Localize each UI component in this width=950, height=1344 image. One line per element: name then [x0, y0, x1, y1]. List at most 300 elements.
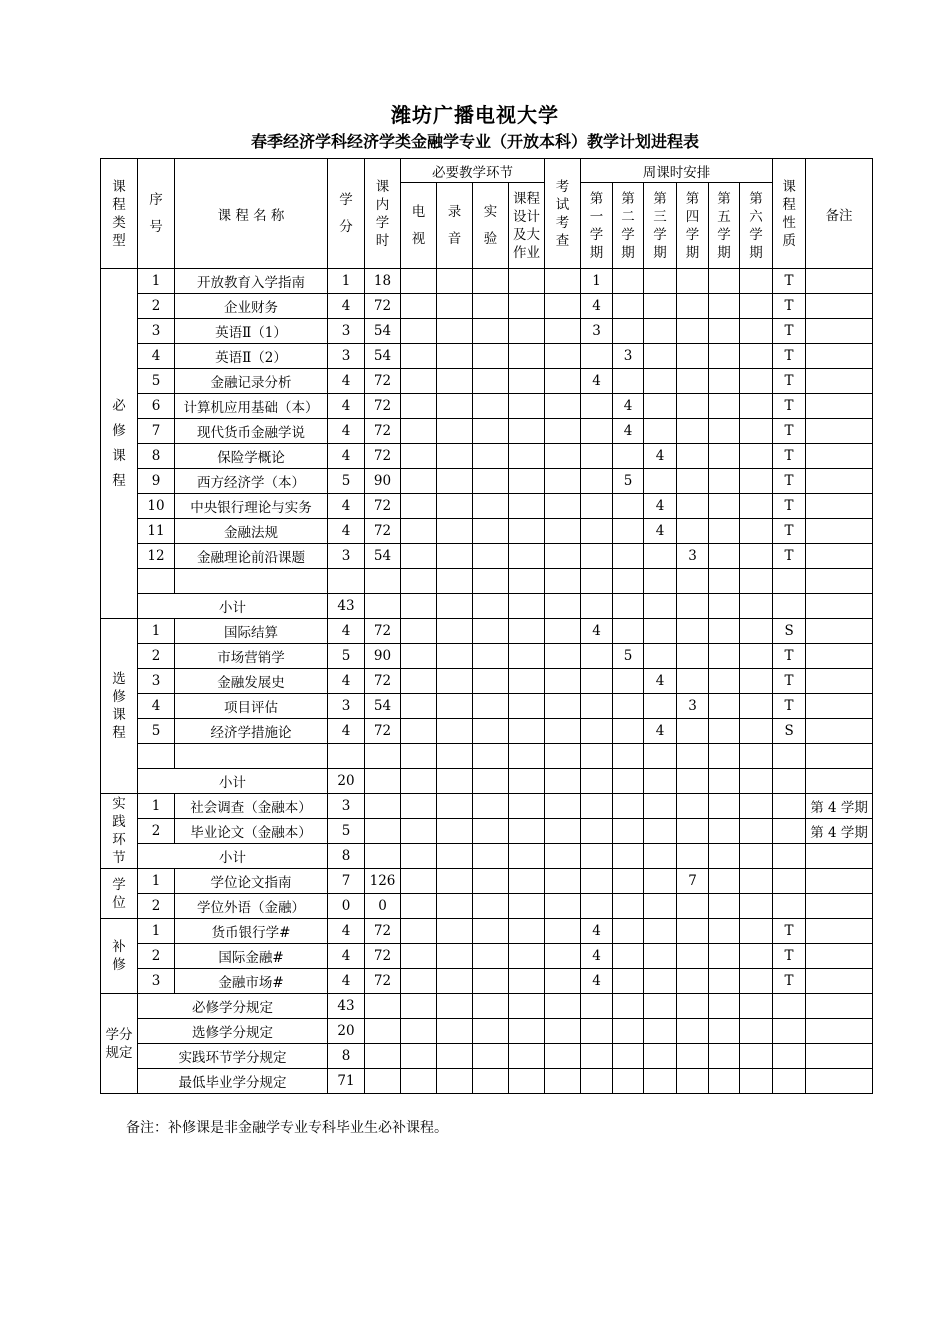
empty-cell — [644, 744, 677, 769]
empty-cell — [581, 844, 613, 869]
semester-hours-5 — [709, 969, 740, 994]
empty-cell — [509, 644, 545, 669]
empty-cell — [545, 544, 581, 569]
semester-hours-6 — [740, 394, 773, 419]
empty-cell — [401, 919, 437, 944]
course-nature: T — [773, 519, 806, 544]
course-credit: 3 — [328, 544, 365, 569]
course-nature: T — [773, 969, 806, 994]
empty-cell — [473, 544, 509, 569]
empty-cell — [545, 994, 581, 1019]
empty-cell — [545, 294, 581, 319]
table-row — [101, 444, 873, 469]
empty-cell — [473, 969, 509, 994]
course-seq: 4 — [138, 344, 175, 369]
header-sem6: 第 六 学 期 — [740, 183, 773, 269]
semester-hours-2 — [613, 919, 644, 944]
course-seq: 11 — [138, 519, 175, 544]
empty-cell — [473, 819, 509, 844]
semester-hours-3: 4 — [644, 444, 677, 469]
empty-cell — [473, 419, 509, 444]
empty-cell — [401, 719, 437, 744]
course-hours: 72 — [365, 494, 401, 519]
empty-cell — [401, 644, 437, 669]
empty-cell — [545, 494, 581, 519]
requirement-row — [101, 1019, 873, 1044]
course-remark — [806, 644, 873, 669]
semester-hours-2: 5 — [613, 644, 644, 669]
course-credit: 4 — [328, 619, 365, 644]
course-remark — [806, 944, 873, 969]
course-credit: 4 — [328, 519, 365, 544]
empty-cell — [545, 519, 581, 544]
empty-cell — [473, 669, 509, 694]
empty-cell — [740, 594, 773, 619]
semester-hours-5 — [709, 469, 740, 494]
course-credit: 4 — [328, 369, 365, 394]
semester-hours-1 — [581, 869, 613, 894]
empty-cell — [545, 419, 581, 444]
empty-cell — [773, 1069, 806, 1094]
empty-cell — [545, 669, 581, 694]
header-course-name: 课 程 名 称 — [175, 159, 328, 269]
empty-cell — [437, 519, 473, 544]
table-row — [101, 969, 873, 994]
course-nature: T — [773, 919, 806, 944]
course-nature: T — [773, 694, 806, 719]
empty-cell — [773, 1044, 806, 1069]
course-remark — [806, 919, 873, 944]
course-credit: 3 — [328, 319, 365, 344]
empty-cell — [437, 719, 473, 744]
empty-cell — [437, 269, 473, 294]
course-seq: 2 — [138, 894, 175, 919]
course-hours: 72 — [365, 919, 401, 944]
empty-cell — [473, 519, 509, 544]
empty-cell — [401, 544, 437, 569]
course-seq: 4 — [138, 694, 175, 719]
empty-cell — [473, 769, 509, 794]
course-remark — [806, 869, 873, 894]
semester-hours-3 — [644, 894, 677, 919]
empty-cell — [709, 744, 740, 769]
empty-cell — [613, 744, 644, 769]
semester-hours-1 — [581, 344, 613, 369]
empty-cell — [545, 269, 581, 294]
empty-cell — [401, 344, 437, 369]
empty-cell — [509, 444, 545, 469]
footnote: 备注：补修课是非金融学专业专科毕业生必补课程。 — [126, 1120, 448, 1136]
empty-cell — [644, 569, 677, 594]
semester-hours-6 — [740, 519, 773, 544]
table-row — [101, 919, 873, 944]
empty-cell — [437, 1019, 473, 1044]
empty-cell — [401, 1044, 437, 1069]
header-teaching-links: 必要教学环节 — [401, 159, 545, 183]
semester-hours-6 — [740, 294, 773, 319]
semester-hours-6 — [740, 494, 773, 519]
empty-cell — [437, 694, 473, 719]
semester-hours-2 — [613, 694, 644, 719]
table-row — [101, 869, 873, 894]
empty-cell — [545, 1019, 581, 1044]
course-credit: 4 — [328, 969, 365, 994]
semester-hours-3 — [644, 344, 677, 369]
empty-cell — [365, 994, 401, 1019]
course-nature: T — [773, 944, 806, 969]
empty-cell — [509, 919, 545, 944]
semester-hours-4 — [677, 469, 709, 494]
course-seq: 5 — [138, 369, 175, 394]
course-nature — [773, 819, 806, 844]
empty-cell — [545, 344, 581, 369]
empty-cell — [545, 369, 581, 394]
empty-cell — [473, 594, 509, 619]
course-hours: 72 — [365, 519, 401, 544]
course-name: 货币银行学# — [175, 919, 328, 944]
empty-cell — [509, 569, 545, 594]
empty-cell — [509, 1019, 545, 1044]
course-nature — [773, 869, 806, 894]
semester-hours-2 — [613, 369, 644, 394]
course-nature: S — [773, 619, 806, 644]
empty-cell — [437, 894, 473, 919]
semester-hours-5 — [709, 519, 740, 544]
course-hours: 72 — [365, 369, 401, 394]
course-nature: T — [773, 294, 806, 319]
course-remark — [806, 419, 873, 444]
course-seq: 1 — [138, 269, 175, 294]
empty-cell — [509, 669, 545, 694]
empty-cell — [677, 994, 709, 1019]
semester-hours-4 — [677, 444, 709, 469]
empty-cell — [545, 444, 581, 469]
empty-cell — [401, 844, 437, 869]
empty-cell — [437, 994, 473, 1019]
empty-cell — [437, 769, 473, 794]
subtotal-label: 小计 — [138, 594, 328, 619]
course-remark — [806, 969, 873, 994]
table-row — [101, 319, 873, 344]
semester-hours-5 — [709, 669, 740, 694]
course-name: 金融发展史 — [175, 669, 328, 694]
course-hours: 72 — [365, 444, 401, 469]
empty-cell — [644, 1069, 677, 1094]
empty-cell — [437, 444, 473, 469]
empty-cell — [806, 1069, 873, 1094]
requirement-value: 20 — [328, 1019, 365, 1044]
empty-cell — [473, 694, 509, 719]
empty-cell — [437, 869, 473, 894]
semester-hours-5 — [709, 869, 740, 894]
course-name: 项目评估 — [175, 694, 328, 719]
empty-cell — [773, 1019, 806, 1044]
empty-cell — [401, 869, 437, 894]
semester-hours-1 — [581, 644, 613, 669]
empty-cell — [138, 569, 175, 594]
header-design: 课程 设计 及大 作业 — [509, 183, 545, 269]
empty-cell — [545, 594, 581, 619]
empty-cell — [437, 794, 473, 819]
semester-hours-5 — [709, 644, 740, 669]
semester-hours-6 — [740, 944, 773, 969]
empty-cell — [401, 1069, 437, 1094]
table-row — [101, 294, 873, 319]
empty-cell — [401, 669, 437, 694]
empty-cell — [328, 744, 365, 769]
course-credit: 3 — [328, 794, 365, 819]
course-seq: 3 — [138, 319, 175, 344]
empty-cell — [509, 869, 545, 894]
course-nature: T — [773, 269, 806, 294]
course-credit: 4 — [328, 919, 365, 944]
semester-hours-2 — [613, 944, 644, 969]
empty-cell — [437, 469, 473, 494]
course-name: 市场营销学 — [175, 644, 328, 669]
table-row — [101, 494, 873, 519]
table-row — [101, 419, 873, 444]
empty-cell — [365, 594, 401, 619]
empty-cell — [401, 794, 437, 819]
table-row — [101, 894, 873, 919]
empty-cell — [677, 1069, 709, 1094]
empty-cell — [709, 1019, 740, 1044]
course-hours: 72 — [365, 419, 401, 444]
empty-cell — [473, 919, 509, 944]
subtotal-label: 小计 — [138, 844, 328, 869]
course-seq: 7 — [138, 419, 175, 444]
semester-hours-6 — [740, 719, 773, 744]
header-sem4: 第 四 学 期 — [677, 183, 709, 269]
empty-cell — [437, 544, 473, 569]
course-hours: 54 — [365, 344, 401, 369]
semester-hours-4: 3 — [677, 694, 709, 719]
course-remark — [806, 369, 873, 394]
blank-row — [101, 744, 873, 769]
table-row — [101, 544, 873, 569]
semester-hours-3 — [644, 619, 677, 644]
empty-cell — [581, 569, 613, 594]
course-nature: T — [773, 319, 806, 344]
empty-cell — [509, 1069, 545, 1094]
empty-cell — [437, 644, 473, 669]
empty-cell — [437, 919, 473, 944]
semester-hours-4 — [677, 669, 709, 694]
course-hours: 0 — [365, 894, 401, 919]
semester-hours-3 — [644, 269, 677, 294]
empty-cell — [509, 894, 545, 919]
empty-cell — [401, 894, 437, 919]
course-credit: 7 — [328, 869, 365, 894]
empty-cell — [509, 694, 545, 719]
semester-hours-5 — [709, 794, 740, 819]
course-name: 计算机应用基础（本） — [175, 394, 328, 419]
semester-hours-5 — [709, 894, 740, 919]
empty-cell — [509, 469, 545, 494]
empty-cell — [740, 744, 773, 769]
course-credit: 4 — [328, 444, 365, 469]
course-nature: T — [773, 419, 806, 444]
course-hours: 54 — [365, 319, 401, 344]
empty-cell — [401, 269, 437, 294]
empty-cell — [545, 469, 581, 494]
empty-cell — [806, 994, 873, 1019]
semester-hours-5 — [709, 494, 740, 519]
empty-cell — [545, 744, 581, 769]
semester-hours-5 — [709, 944, 740, 969]
semester-hours-2 — [613, 869, 644, 894]
course-type-label: 实 践 环 节 — [101, 794, 138, 869]
course-hours: 72 — [365, 394, 401, 419]
semester-hours-2: 4 — [613, 419, 644, 444]
empty-cell — [613, 1069, 644, 1094]
semester-hours-3 — [644, 944, 677, 969]
semester-hours-4 — [677, 719, 709, 744]
semester-hours-3 — [644, 544, 677, 569]
empty-cell — [509, 519, 545, 544]
semester-hours-6 — [740, 794, 773, 819]
empty-cell — [509, 744, 545, 769]
empty-cell — [581, 769, 613, 794]
course-remark — [806, 444, 873, 469]
empty-cell — [545, 719, 581, 744]
table-row — [101, 944, 873, 969]
course-hours: 18 — [365, 269, 401, 294]
empty-cell — [581, 994, 613, 1019]
empty-cell — [644, 994, 677, 1019]
empty-cell — [138, 744, 175, 769]
empty-cell — [437, 619, 473, 644]
empty-cell — [437, 369, 473, 394]
course-nature: T — [773, 394, 806, 419]
course-seq: 1 — [138, 869, 175, 894]
empty-cell — [365, 744, 401, 769]
course-hours — [365, 819, 401, 844]
course-name: 英语Ⅱ（2） — [175, 344, 328, 369]
semester-hours-1: 4 — [581, 294, 613, 319]
table-row — [101, 644, 873, 669]
semester-hours-5 — [709, 694, 740, 719]
requirement-name: 最低毕业学分规定 — [138, 1069, 328, 1094]
course-name: 金融市场# — [175, 969, 328, 994]
semester-hours-6 — [740, 419, 773, 444]
empty-cell — [509, 794, 545, 819]
course-seq: 2 — [138, 294, 175, 319]
course-name: 英语Ⅱ（1） — [175, 319, 328, 344]
semester-hours-3 — [644, 294, 677, 319]
header-course-type: 课 程 类 型 — [101, 159, 138, 269]
empty-cell — [677, 844, 709, 869]
empty-cell — [613, 994, 644, 1019]
table-row — [101, 694, 873, 719]
empty-cell — [509, 994, 545, 1019]
course-nature — [773, 894, 806, 919]
empty-cell — [644, 769, 677, 794]
semester-hours-1 — [581, 394, 613, 419]
course-remark — [806, 269, 873, 294]
course-remark: 第 4 学期 — [806, 819, 873, 844]
empty-cell — [545, 644, 581, 669]
semester-hours-4 — [677, 794, 709, 819]
course-nature: S — [773, 719, 806, 744]
semester-hours-5 — [709, 269, 740, 294]
empty-cell — [473, 394, 509, 419]
course-name: 开放教育入学指南 — [175, 269, 328, 294]
course-credit: 4 — [328, 419, 365, 444]
course-name: 西方经济学（本） — [175, 469, 328, 494]
course-nature: T — [773, 669, 806, 694]
empty-cell — [509, 819, 545, 844]
course-remark: 第 4 学期 — [806, 794, 873, 819]
teaching-plan-table — [100, 158, 873, 1094]
semester-hours-4 — [677, 269, 709, 294]
header-sem2: 第 二 学 期 — [613, 183, 644, 269]
empty-cell — [509, 769, 545, 794]
course-seq: 12 — [138, 544, 175, 569]
empty-cell — [365, 569, 401, 594]
semester-hours-3 — [644, 794, 677, 819]
table-row — [101, 344, 873, 369]
course-seq: 3 — [138, 669, 175, 694]
empty-cell — [509, 969, 545, 994]
empty-cell — [401, 469, 437, 494]
empty-cell — [677, 1044, 709, 1069]
semester-hours-1 — [581, 694, 613, 719]
empty-cell — [545, 869, 581, 894]
course-seq: 2 — [138, 644, 175, 669]
page-title: 潍坊广播电视大学 — [391, 103, 559, 127]
empty-cell — [175, 744, 328, 769]
course-remark — [806, 344, 873, 369]
table-row — [101, 369, 873, 394]
course-seq: 6 — [138, 394, 175, 419]
empty-cell — [473, 1019, 509, 1044]
course-name: 金融法规 — [175, 519, 328, 544]
semester-hours-1: 3 — [581, 319, 613, 344]
empty-cell — [473, 1069, 509, 1094]
empty-cell — [473, 719, 509, 744]
empty-cell — [473, 944, 509, 969]
empty-cell — [644, 844, 677, 869]
empty-cell — [473, 619, 509, 644]
course-credit: 5 — [328, 469, 365, 494]
semester-hours-6 — [740, 444, 773, 469]
course-hours: 54 — [365, 694, 401, 719]
semester-hours-3 — [644, 919, 677, 944]
semester-hours-3 — [644, 319, 677, 344]
semester-hours-2 — [613, 969, 644, 994]
empty-cell — [581, 1044, 613, 1069]
empty-cell — [509, 544, 545, 569]
semester-hours-1 — [581, 669, 613, 694]
empty-cell — [545, 569, 581, 594]
semester-hours-4 — [677, 969, 709, 994]
empty-cell — [401, 394, 437, 419]
semester-hours-4 — [677, 919, 709, 944]
empty-cell — [473, 294, 509, 319]
empty-cell — [473, 794, 509, 819]
course-name: 毕业论文（金融本） — [175, 819, 328, 844]
semester-hours-1: 4 — [581, 619, 613, 644]
empty-cell — [677, 769, 709, 794]
semester-hours-1: 4 — [581, 944, 613, 969]
empty-cell — [509, 1044, 545, 1069]
empty-cell — [613, 594, 644, 619]
empty-cell — [401, 994, 437, 1019]
course-name: 中央银行理论与实务 — [175, 494, 328, 519]
semester-hours-5 — [709, 394, 740, 419]
course-name: 保险学概论 — [175, 444, 328, 469]
